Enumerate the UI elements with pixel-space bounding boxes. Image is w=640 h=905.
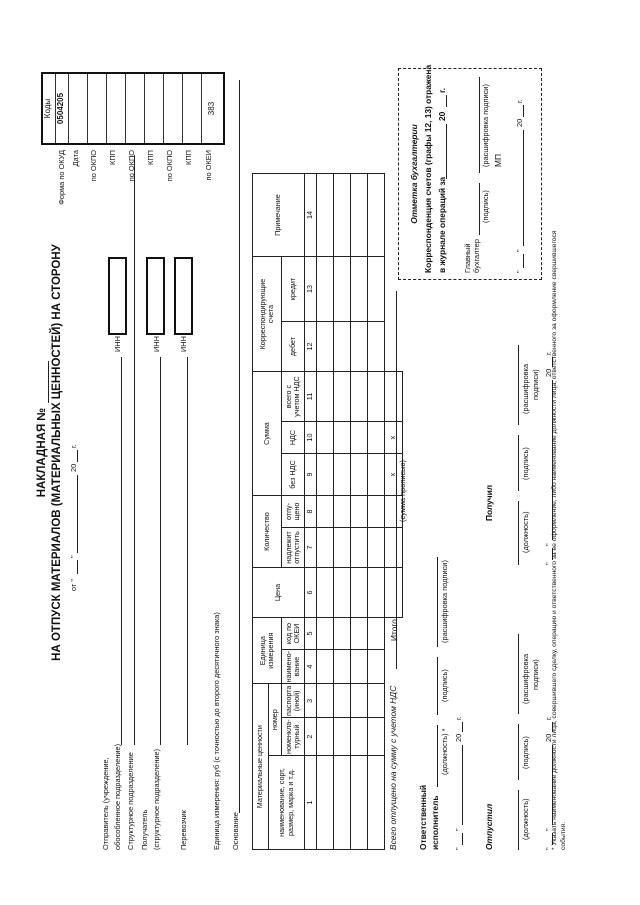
- hdr-price: Цена: [253, 568, 305, 618]
- total-label: Итого: [385, 618, 403, 650]
- struct-unit-line: [134, 155, 135, 745]
- table-cell[interactable]: [317, 372, 334, 422]
- accountant-month-line: [523, 130, 524, 246]
- released-by-date-quote-2: ": [544, 828, 553, 831]
- accountant-line1: Корреспонденция счетов (графы 12, 13) отражена: [423, 64, 433, 273]
- date-from-label: от ": [69, 578, 78, 591]
- carrier-line: [187, 357, 188, 745]
- table-cell[interactable]: [368, 528, 385, 568]
- okpo-1-cell: [88, 74, 107, 143]
- table-cell[interactable]: [334, 322, 351, 372]
- responsible-year-prefix: 20: [454, 733, 463, 742]
- label-okpo-2: по ОКПО: [127, 150, 136, 182]
- table-cell[interactable]: [334, 650, 351, 684]
- label-kpp-2: КПП: [146, 150, 155, 165]
- document-title: НАКЛАДНАЯ №: [36, 407, 48, 498]
- kpp-1-cell: [107, 74, 126, 143]
- col-number: 12: [305, 322, 317, 372]
- accountant-period-line: [446, 124, 447, 179]
- col-credit: кредит: [282, 257, 305, 322]
- col-number: 6: [305, 568, 317, 618]
- kpp-2-cell: [145, 74, 164, 143]
- responsible-title-2: исполнитель: [430, 795, 440, 850]
- table-cell[interactable]: [351, 454, 368, 496]
- accountant-year-suffix: г.: [437, 88, 447, 93]
- chief-signature-line: [479, 183, 480, 235]
- released-total-line: [396, 291, 397, 669]
- table-cell[interactable]: [334, 257, 351, 322]
- accountant-year-line: [446, 95, 447, 107]
- carrier-inn-label: ИНН: [179, 336, 188, 352]
- label-date: Дата: [71, 150, 80, 167]
- released-total-hint: (сумма прописью): [398, 460, 407, 522]
- hdr-note: Примечание: [253, 174, 305, 257]
- codes-box: [41, 72, 225, 145]
- table-cell[interactable]: [368, 422, 385, 454]
- table-cell[interactable]: [334, 684, 351, 718]
- document-subtitle: НА ОТПУСК МАТЕРИАЛОВ (МАТЕРИАЛЬНЫХ ЦЕННОСТЕЙ) НА СТОРОНУ: [51, 244, 63, 661]
- table-cell[interactable]: [351, 372, 368, 422]
- col-number: 13: [305, 257, 317, 322]
- table-cell[interactable]: [368, 718, 385, 756]
- released-by-decode-hint: (расшифровка: [521, 653, 530, 704]
- received-by-signature-line: [518, 435, 519, 491]
- responsible-decode-line: [437, 557, 438, 647]
- receiver-inn-label: ИНН: [152, 336, 161, 352]
- col-released: отпу- щено: [282, 496, 305, 528]
- date-year-line: [77, 450, 78, 462]
- released-by-signature-line: [518, 724, 519, 780]
- chief-label: Главный: [463, 243, 472, 273]
- released-by-date-quote: ": [544, 847, 553, 850]
- col-number: 4: [305, 650, 317, 684]
- col-passport: паспорта (иной): [282, 684, 305, 718]
- responsible-decode-hint: (расшифровка подписи): [440, 560, 449, 643]
- responsible-month-line: [462, 745, 463, 825]
- table-cell[interactable]: [351, 618, 368, 650]
- chief-decode-hint: (расшифровка подписи): [481, 84, 490, 167]
- carrier-label: Перевозчик: [179, 810, 188, 850]
- table-cell[interactable]: [334, 372, 351, 422]
- date-year-prefix: 20: [69, 463, 78, 472]
- accountant-date-year-line: [523, 105, 524, 117]
- accountant-mark-box: [398, 64, 542, 280]
- table-cell[interactable]: [368, 372, 385, 422]
- table-cell[interactable]: [334, 718, 351, 756]
- accountant-title: Отметка бухгалтерии: [409, 124, 419, 224]
- responsible-title: Ответственный: [418, 784, 428, 850]
- receiver-label: Получатель: [140, 809, 149, 850]
- date-day-line: [77, 560, 78, 574]
- col-no-vat: без НДС: [282, 454, 305, 496]
- received-by-year-suffix: г.: [544, 351, 553, 355]
- accountant-date-year-prefix: 20: [515, 118, 524, 127]
- received-by-title: Получил: [484, 484, 494, 521]
- released-by-decode-line: [518, 634, 519, 714]
- total-no-vat-cross: х: [385, 454, 403, 496]
- total-to-release-cell: [385, 528, 403, 568]
- label-okpo-3: по ОКПО: [165, 150, 174, 182]
- table-cell[interactable]: [351, 422, 368, 454]
- sender-inn-box: [108, 257, 127, 335]
- responsible-date-quote-2: ": [454, 828, 463, 831]
- table-cell[interactable]: [368, 756, 385, 850]
- sender-inn-label: ИНН: [113, 336, 122, 352]
- units-label: Единица измерения: руб (с точностью до второго десятичного знака): [212, 612, 221, 850]
- receiver-line: [160, 357, 161, 745]
- received-by-position-line: [518, 501, 519, 565]
- col-number: 5: [305, 618, 317, 650]
- table-cell[interactable]: [317, 618, 334, 650]
- accountant-date-year-suffix: г.: [515, 99, 524, 103]
- date-year-suffix: г.: [69, 444, 78, 448]
- col-debit: дебет: [282, 322, 305, 372]
- total-with-vat-cell: [385, 372, 403, 422]
- hdr-number: номер: [269, 684, 282, 756]
- carrier-inn-box: [174, 257, 193, 335]
- label-kpp-3: КПП: [184, 150, 193, 165]
- column-numbers-row: [305, 174, 317, 850]
- table-cell[interactable]: [351, 528, 368, 568]
- label-okei: по ОКЕИ: [204, 150, 213, 181]
- sender-label-2: обособленное подразделение): [113, 743, 122, 850]
- chief-label-2: бухгалтер: [472, 239, 481, 273]
- hdr-materials: Материальные ценности: [253, 684, 269, 850]
- col-name: наименование, сорт, размер, марка и т.д.: [269, 756, 305, 850]
- col-number: 14: [305, 174, 317, 257]
- table-cell[interactable]: [368, 322, 385, 372]
- table-cell[interactable]: [334, 496, 351, 528]
- responsible-position-line: [437, 725, 438, 787]
- responsible-date-quote: ": [454, 847, 463, 850]
- table-cell[interactable]: [334, 454, 351, 496]
- col-number: 7: [305, 528, 317, 568]
- accountant-day-line: [523, 254, 524, 268]
- col-number: 3: [305, 684, 317, 718]
- table-cell[interactable]: [351, 174, 368, 257]
- col-unit-name: наимено- вание: [282, 650, 305, 684]
- hdr-quantity: Количество: [253, 496, 282, 568]
- col-with-vat: всего с учетом НДС: [282, 372, 305, 422]
- table-cell[interactable]: [334, 756, 351, 850]
- date-quote: ": [69, 555, 78, 558]
- okpo-2-cell: [126, 74, 145, 143]
- table-cell[interactable]: [368, 568, 385, 618]
- total-price-cell: [385, 568, 403, 618]
- accountant-year-prefix: 20: [437, 111, 447, 121]
- struct-unit-label: Структурное подразделение: [126, 752, 135, 850]
- received-by-decode-hint-2: подписи): [531, 369, 540, 400]
- receiver-inn-box: [146, 257, 165, 335]
- table-cell[interactable]: [351, 684, 368, 718]
- received-by-date-quote-2: ": [544, 543, 553, 546]
- responsible-year-line: [462, 722, 463, 732]
- label-okpo-1: по ОКПО: [89, 150, 98, 182]
- stamp-label: МП: [493, 154, 503, 167]
- responsible-signature-hint: (подпись): [440, 669, 449, 702]
- table-row: [334, 174, 351, 850]
- table-cell[interactable]: [317, 528, 334, 568]
- responsible-signature-line: [437, 657, 438, 715]
- chief-signature-hint: (подпись): [481, 190, 490, 223]
- label-form-okud: Форма по ОКУД: [57, 150, 66, 205]
- released-by-year-prefix: 20: [544, 733, 553, 742]
- table-cell[interactable]: [334, 528, 351, 568]
- table-cell[interactable]: [334, 568, 351, 618]
- table-row: [317, 174, 334, 850]
- received-by-year-prefix: 20: [544, 368, 553, 377]
- table-cell[interactable]: [368, 650, 385, 684]
- table-cell[interactable]: [317, 257, 334, 322]
- table-cell[interactable]: [368, 454, 385, 496]
- table-cell[interactable]: [317, 422, 334, 454]
- received-by-date-quote: ": [544, 562, 553, 565]
- responsible-year-suffix: г.: [454, 716, 463, 720]
- received-by-signature-hint: (подпись): [521, 447, 530, 480]
- released-by-year-suffix: г.: [544, 716, 553, 720]
- date-month-line: [77, 475, 78, 553]
- basis-line: [239, 80, 240, 813]
- table-row: [368, 174, 385, 850]
- table-cell[interactable]: [334, 422, 351, 454]
- footnote-line2: события.: [560, 821, 567, 850]
- materials-table: [252, 173, 403, 850]
- released-by-title: Отпустил: [484, 803, 494, 850]
- table-cell[interactable]: [351, 257, 368, 322]
- received-by-decode-hint: (расшифровка: [521, 363, 530, 414]
- table-cell[interactable]: [351, 496, 368, 528]
- accountant-date-quote: ": [515, 270, 524, 273]
- table-cell[interactable]: [317, 496, 334, 528]
- title-number-line: [48, 361, 49, 403]
- col-number: 10: [305, 422, 317, 454]
- col-number: 11: [305, 372, 317, 422]
- table-cell[interactable]: [317, 568, 334, 618]
- responsible-day-line: [462, 833, 463, 845]
- col-number: 8: [305, 496, 317, 528]
- table-cell[interactable]: [368, 496, 385, 528]
- table-cell[interactable]: [317, 756, 334, 850]
- chief-decode-line: [479, 77, 480, 173]
- date-code-cell: [69, 74, 88, 143]
- responsible-position-hint: (должность) *: [440, 728, 449, 775]
- kpp-3-cell: [183, 74, 202, 143]
- table-cell[interactable]: [317, 650, 334, 684]
- hdr-accounts: Корреспондирующие счета: [253, 257, 282, 372]
- okei-code-value: 383: [207, 101, 216, 116]
- col-nomen: номенкла- турный: [282, 718, 305, 756]
- table-cell[interactable]: [368, 684, 385, 718]
- table-cell[interactable]: [368, 174, 385, 257]
- table-cell[interactable]: [368, 257, 385, 322]
- col-number: 1: [305, 756, 317, 850]
- table-cell[interactable]: [334, 618, 351, 650]
- hdr-unit: Единица измерения: [253, 618, 282, 684]
- receiver-label-2: (структурное подразделение): [152, 748, 161, 850]
- accountant-line2: в журнале операций за: [437, 176, 447, 273]
- table-cell[interactable]: [351, 756, 368, 850]
- col-vat: НДС: [282, 422, 305, 454]
- table-cell[interactable]: [351, 718, 368, 756]
- col-to-release: надлежит отпустить: [282, 528, 305, 568]
- col-number: 2: [305, 718, 317, 756]
- table-cell[interactable]: [317, 454, 334, 496]
- released-by-decode-hint-2: подписи): [531, 659, 540, 690]
- table-cell[interactable]: [317, 718, 334, 756]
- sender-label: Отправитель (учреждение,: [101, 757, 110, 850]
- table-cell[interactable]: [317, 174, 334, 257]
- footnote-line1: * Указать наименование должности лица, совершившего сделку, операцию и ответственного за ее оформление, либо наименование должности лица, ответственного за оформление свершившегося: [551, 230, 558, 850]
- label-kpp-1: КПП: [108, 150, 117, 165]
- released-by-position-hint: (должность): [521, 798, 530, 840]
- col-number: 9: [305, 454, 317, 496]
- released-total-label: Всего отпущено на сумму с учетом НДС: [388, 685, 398, 850]
- okpo-3-cell: [164, 74, 183, 143]
- table-cell[interactable]: [334, 174, 351, 257]
- released-by-signature-hint: (подпись): [521, 736, 530, 769]
- received-by-decode-line: [518, 345, 519, 425]
- table-cell[interactable]: [317, 684, 334, 718]
- released-by-position-line: [518, 790, 519, 850]
- form-code-value: 0504205: [56, 74, 69, 143]
- basis-label: Основание: [231, 812, 240, 850]
- table-cell[interactable]: [351, 322, 368, 372]
- received-by-position-hint: (должность): [521, 511, 530, 553]
- codes-header: Коды: [43, 74, 56, 143]
- accountant-date-quote-2: ": [515, 249, 524, 252]
- table-cell[interactable]: [317, 322, 334, 372]
- table-cell[interactable]: [351, 568, 368, 618]
- table-cell[interactable]: [351, 650, 368, 684]
- col-okei-code: код по ОКЕИ: [282, 618, 305, 650]
- table-row: [351, 174, 368, 850]
- sender-line: [121, 357, 122, 745]
- total-vat-cross: х: [385, 422, 403, 454]
- hdr-sum: Сумма: [253, 372, 282, 496]
- table-cell[interactable]: [368, 618, 385, 650]
